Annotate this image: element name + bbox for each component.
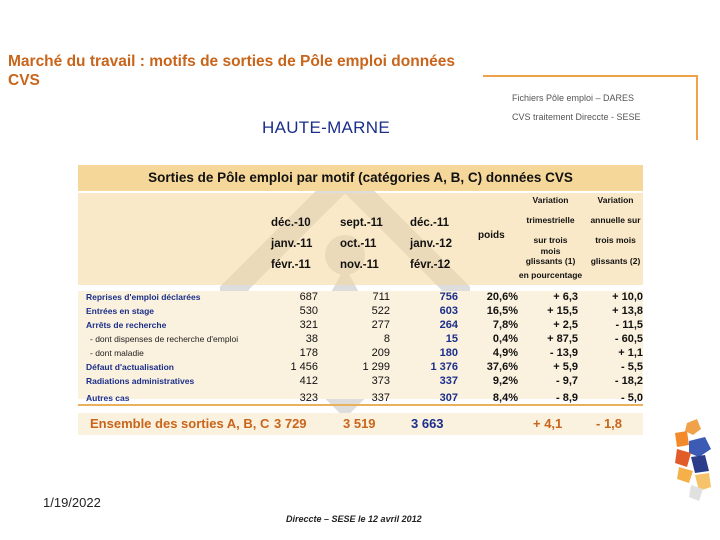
cell-var-an: - 11,5 (615, 319, 643, 331)
cell-var-tri: + 87,5 (547, 333, 578, 345)
cell-period-3: 180 (439, 347, 458, 359)
header-line: sur trois (533, 235, 568, 245)
cell-var-tri: + 2,5 (553, 319, 578, 331)
cell-period-3: 337 (439, 375, 458, 387)
cell-period-2: 277 (371, 319, 390, 331)
row-label: Défaut d'actualisation (86, 362, 174, 372)
header-line: trois mois (595, 235, 636, 245)
cell-var-an: + 10,0 (612, 291, 643, 303)
total-var-an: - 1,8 (596, 416, 623, 431)
slide-title: Marché du travail : motifs de sorties de Pôle emploi données CVS (8, 53, 456, 89)
cell-period-2: 522 (371, 305, 390, 317)
cell-var-tri: - 8,9 (555, 392, 578, 404)
table-row (78, 291, 643, 304)
header-line: mois (540, 245, 561, 256)
decorative-line (483, 75, 698, 77)
exits-table (78, 165, 643, 435)
cell-var-an: - 60,5 (614, 333, 643, 345)
decorative-line (696, 75, 698, 140)
cell-var-tri: - 9,7 (555, 375, 578, 387)
table-row (78, 347, 643, 360)
period-label: janv.-12 (410, 238, 452, 250)
poids-header: poids (478, 230, 505, 241)
cell-var-an: - 5,0 (620, 392, 643, 404)
cell-period-2: 1 299 (362, 361, 390, 373)
cell-poids: 16,5% (486, 305, 518, 317)
cell-period-3: 1 376 (430, 361, 458, 373)
cell-period-1: 412 (299, 375, 318, 387)
cell-period-1: 321 (299, 319, 318, 331)
cell-period-2: 711 (372, 291, 390, 303)
cell-period-1: 323 (299, 392, 318, 404)
period-label: déc.-10 (271, 217, 311, 229)
cell-var-tri: + 15,5 (547, 305, 578, 317)
cell-period-3: 756 (439, 291, 458, 303)
cell-period-1: 38 (305, 333, 318, 345)
cell-poids: 4,9% (492, 347, 518, 359)
table-row (78, 375, 643, 388)
table-row (78, 319, 643, 332)
cell-poids: 20,6% (486, 291, 518, 303)
cell-period-1: 1 456 (290, 361, 318, 373)
cell-period-3: 15 (445, 333, 458, 345)
cell-poids: 37,6% (486, 361, 518, 373)
quarterly-variation-header (508, 195, 593, 280)
cell-period-3: 603 (439, 305, 458, 317)
total-label: Ensemble des sorties A, B, C (90, 416, 270, 431)
period-label: nov.-11 (340, 259, 379, 271)
region-map-logo-icon (665, 415, 720, 505)
cell-period-1: 530 (299, 305, 318, 317)
region-heading: HAUTE-MARNE (262, 118, 390, 137)
row-label: Reprises d'emploi déclarées (86, 292, 201, 302)
source-line-1: Fichiers Pôle emploi – DARES (512, 93, 635, 103)
source-line-2: CVS traitement Direccte - SESE (512, 112, 641, 122)
cell-poids: 7,8% (492, 319, 518, 331)
total-period-2: 3 519 (343, 416, 376, 431)
period-label: janv.-11 (271, 238, 313, 250)
row-label: Radiations administratives (86, 376, 195, 386)
cell-period-1: 178 (299, 347, 318, 359)
cell-var-an: + 1,1 (618, 347, 643, 359)
header-line: Variation (597, 195, 634, 205)
cell-poids: 8,4% (492, 392, 518, 404)
cell-period-3: 264 (439, 319, 458, 331)
cell-var-tri: - 13,9 (549, 347, 578, 359)
cell-var-tri: + 6,3 (553, 291, 578, 303)
cell-period-2: 8 (383, 333, 390, 345)
cell-var-tri: + 5,9 (553, 361, 578, 373)
cell-var-an: - 5,5 (620, 361, 643, 373)
period-label: sept.-11 (340, 217, 383, 229)
period-label: févr.-12 (410, 259, 451, 271)
cell-period-2: 209 (371, 347, 390, 359)
row-label: Autres cas (86, 393, 130, 403)
header-line: glissants (1) (525, 256, 576, 266)
slide-credit: Direccte – SESE le 12 avril 2012 (286, 514, 422, 524)
total-period-1: 3 729 (274, 416, 307, 431)
header-line: trimestrielle (526, 214, 575, 225)
cell-period-2: 337 (371, 392, 390, 404)
table-title: Sorties de Pôle emploi par motif (catégories A, B, C) données CVS (78, 165, 643, 191)
total-var-tri: + 4,1 (533, 416, 563, 431)
period-label: déc.-11 (410, 217, 449, 229)
row-label: - dont dispenses de recherche d'emploi (90, 334, 239, 344)
cell-poids: 9,2% (492, 375, 518, 387)
header-line: glissants (2) (590, 255, 641, 266)
header-line: annuelle sur (590, 214, 641, 225)
cell-period-1: 687 (299, 291, 318, 303)
total-period-3: 3 663 (411, 416, 444, 431)
total-row (78, 413, 643, 435)
table-row (78, 333, 643, 346)
cell-var-an: + 13,8 (612, 305, 643, 317)
cell-poids: 0,4% (492, 333, 518, 345)
row-label: Entrées en stage (86, 306, 155, 316)
row-label: Arrêts de recherche (86, 320, 167, 330)
cell-period-2: 373 (371, 375, 390, 387)
table-divider (78, 404, 643, 406)
header-line: en pourcentage (518, 269, 583, 280)
row-label: - dont maladie (90, 348, 144, 358)
period-label: févr.-11 (271, 259, 311, 271)
slide-date: 1/19/2022 (43, 495, 101, 510)
annual-variation-header (583, 195, 648, 266)
table-row (78, 361, 643, 374)
cell-period-3: 307 (439, 392, 458, 404)
cell-var-an: - 18,2 (614, 375, 643, 387)
period-label: oct.-11 (340, 238, 377, 250)
table-row (78, 305, 643, 318)
header-line: Variation (532, 195, 569, 205)
